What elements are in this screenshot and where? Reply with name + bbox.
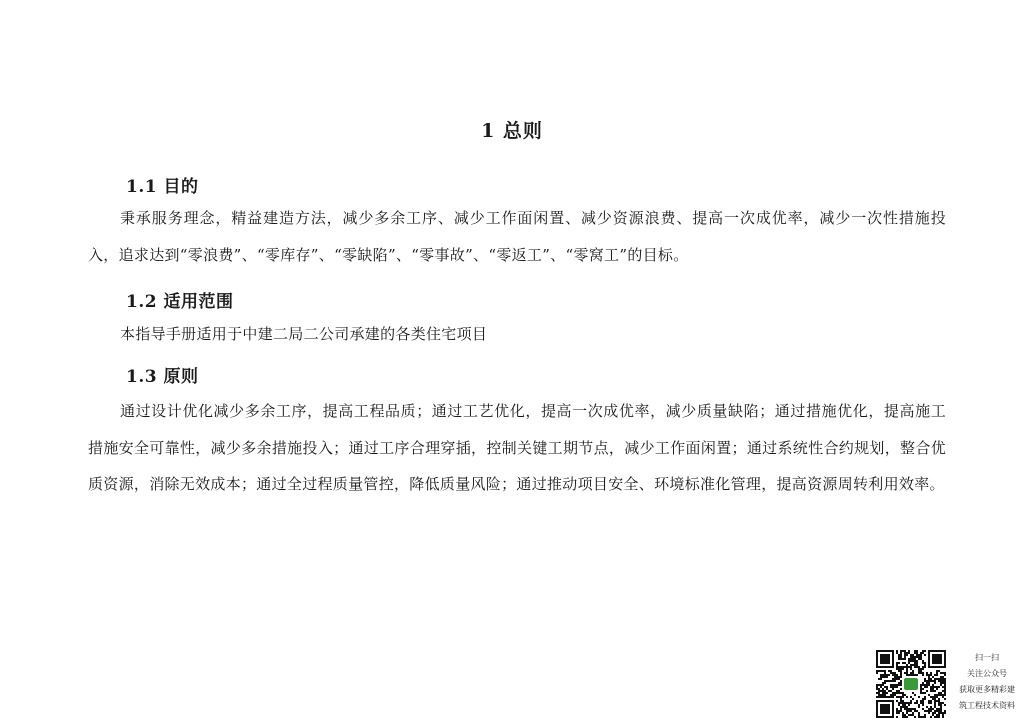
section-heading-purpose: 1.1 目的 — [126, 177, 199, 197]
section-text-purpose: 秉承服务理念，精益建造方法，减少多余工序、减少工作面闲置、减少资源浪费、提高一次成优率，减少一次性措施投入，追求达到“零浪费”、“零库存”、“零缺陷”、“零事故”、“零返工”、“零窝工”的目标。 — [88, 209, 946, 264]
section-text-principles: 通过设计优化减少多余工序，提高工程品质；通过工艺优化，提高一次成优率，减少质量缺陷；通过措施优化，提高施工措施安全可靠性，减少多余措施投入；通过工序合理穿插，控制关键工期节点，减少工作面闲置；通过系统性合约规划，整合优质资源，消除无效成本；通过全过程质量管控，降低质量风险；通过推动项目安全、环境标准化管理，提高资源周转利用效率。 — [88, 402, 946, 493]
qr-caption-line-1: 扫一扫 — [975, 653, 999, 662]
section-heading-principles: 1.3 原则 — [126, 367, 199, 387]
qr-logo-icon — [904, 678, 918, 690]
qr-caption-line-2: 关注公众号 — [967, 669, 1007, 678]
qr-code-icon — [874, 648, 948, 720]
qr-caption-line-4: 筑工程技术资料 — [959, 701, 1015, 710]
section-text-scope: 本指导手册适用于中建二局二公司承建的各类住宅项目 — [120, 325, 488, 343]
chapter-title: 1 总则 — [481, 120, 543, 142]
section-heading-scope: 1.2 适用范围 — [126, 292, 234, 312]
qr-caption-line-3: 获取更多精彩建 — [959, 685, 1015, 694]
qr-caption — [950, 650, 1024, 714]
